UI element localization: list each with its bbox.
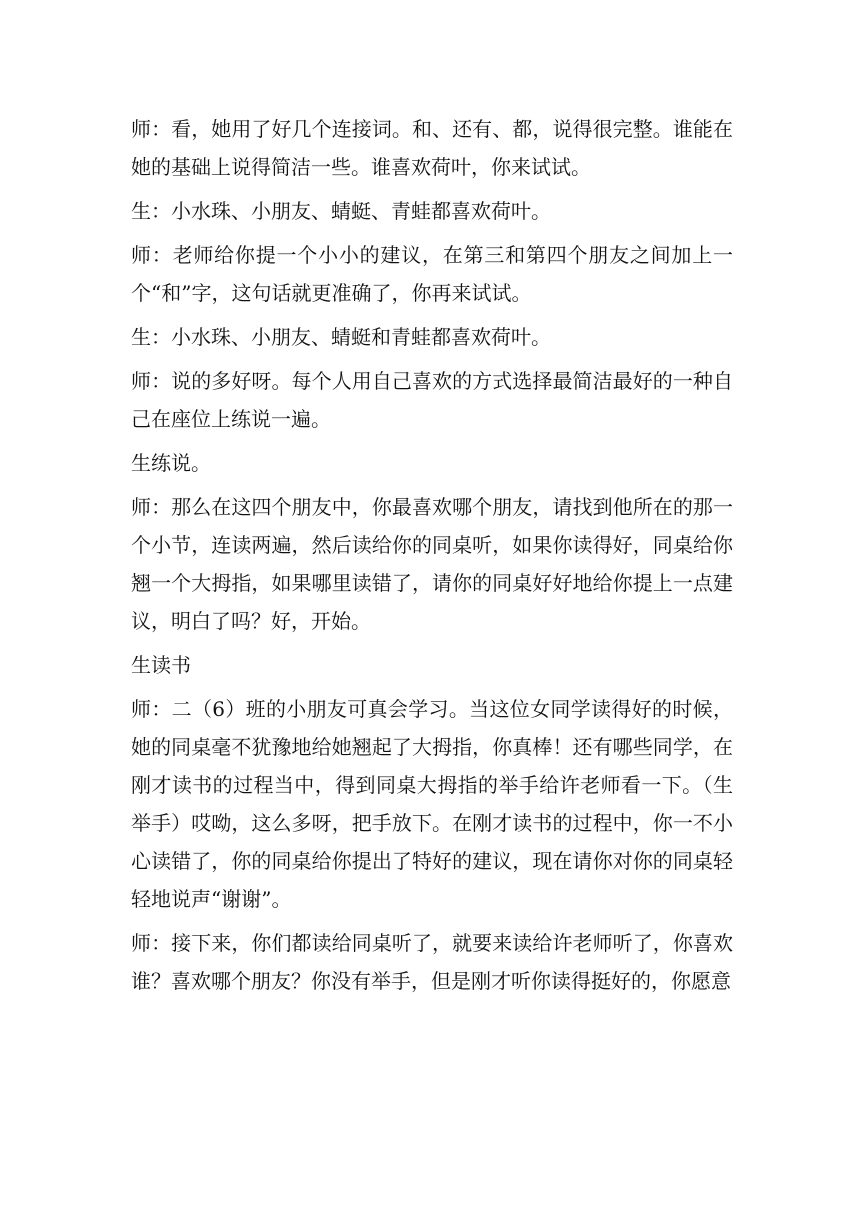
paragraph-teacher-6: 师：接下来，你们都读给同桌听了，就要来读给许老师听了，你喜欢谁？喜欢哪个朋友？你没有举手，但是刚才听你读得挺好的，你愿意	[131, 931, 733, 993]
paragraph-student-1: 生：小水珠、小朋友、蜻蜓、青蛙都喜欢荷叶。	[131, 199, 551, 223]
paragraph-teacher-2: 师：老师给你提一个小小的建议，在第三和第四个朋友之间加上一个“和”字，这句话就更准确了，你再来试试。	[131, 243, 733, 305]
paragraph-student-2: 生：小水珠、小朋友、蜻蜓和青蛙都喜欢荷叶。	[131, 325, 551, 349]
paragraph-teacher-4: 师：那么在这四个朋友中，你最喜欢哪个朋友，请找到他所在的那一个小节，连读两遍，然后读给你的同桌听，如果你读得好，同桌给你翘一个大拇指，如果哪里读错了，请你的同桌好好地给你提上一点建议，明白了吗？好，开始。	[131, 495, 733, 633]
paragraph-student-4: 生读书	[131, 653, 191, 677]
paragraph-teacher-3: 师：说的多好呀。每个人用自己喜欢的方式选择最简洁最好的一种自己在座位上练说一遍。	[131, 369, 733, 431]
document-page	[131, 110, 733, 1006]
paragraph-teacher-5: 师：二（6）班的小朋友可真会学习。当这位女同学读得好的时候，她的同桌毫不犹豫地给她翘起了大拇指，你真棒！还有哪些同学，在刚才读书的过程当中，得到同桌大拇指的举手给许老师看一下。（生举手）哎呦，这么多呀，把手放下。在刚才读书的过程中，你一不小心读错了，你的同桌给你提出了特好的建议，现在请你对你的同桌轻轻地说声“谢谢”。	[131, 697, 733, 911]
paragraph-teacher-1: 师：看，她用了好几个连接词。和、还有、都，说得很完整。谁能在她的基础上说得简洁一些。谁喜欢荷叶，你来试试。	[131, 117, 733, 179]
paragraph-student-3: 生练说。	[131, 451, 211, 475]
